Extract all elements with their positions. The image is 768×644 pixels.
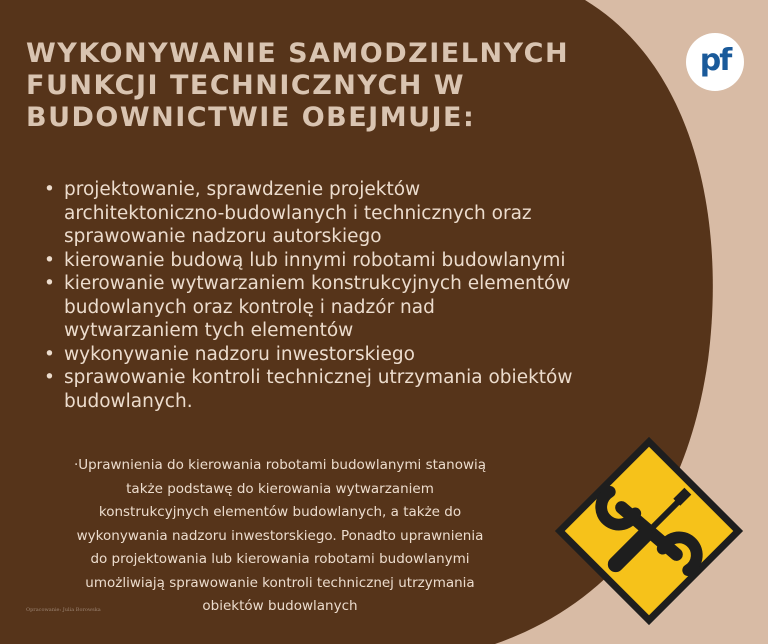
list-item-line: kierowanie budową lub innymi robotami budowlanymi (64, 249, 566, 271)
page-title (26, 38, 666, 134)
list-item-line: wytwarzaniem tych elementów (64, 320, 354, 341)
list-item-line: kierowanie wytwarzaniem konstrukcyjnych elementów (64, 273, 571, 294)
list-item-line: wykonywanie nadzoru inwestorskiego (64, 343, 415, 365)
list-item (40, 178, 680, 249)
list-item-line: sprawowanie kontroli technicznej utrzymania obiektów (64, 367, 573, 388)
logo-text: pf (699, 42, 731, 78)
list-item (40, 343, 680, 367)
title-line: WYKONYWANIE SAMODZIELNYCH (26, 38, 570, 69)
duties-list (40, 178, 680, 413)
list-item (40, 272, 680, 343)
author-credit: Opracowanie: Julia Borowska (26, 607, 101, 613)
note-line: umożliwiają sprawowanie kontroli technicznej utrzymania (85, 574, 475, 591)
title-line: BUDOWNICTWIE OBEJMUJE: (26, 102, 476, 133)
title-line: FUNKCJI TECHNICZNYCH W (26, 70, 466, 101)
list-item-line: budowlanych oraz kontrolę i nadzór nad (64, 296, 435, 318)
list-item (40, 249, 680, 273)
pf-logo (686, 33, 744, 91)
list-item-line: budowlanych. (64, 390, 193, 412)
note-line: także podstawę do kierowania wytwarzaniem (126, 480, 434, 497)
note-line: do projektowania lub kierowania robotami budowlanymi (90, 551, 470, 567)
note-line: ·Uprawnienia do kierowania robotami budowlanymi stanowią (73, 457, 487, 473)
note-paragraph (20, 454, 540, 619)
note-line: wykonywania nadzoru inwestorskiego. Ponadto uprawnienia (76, 527, 484, 544)
list-item-line: projektowanie, sprawdzenie projektów (64, 179, 421, 200)
list-item (40, 366, 680, 413)
note-line: konstrukcyjnych elementów budowlanych, a także do (98, 504, 462, 520)
wrench-screwdriver-icon (551, 433, 747, 629)
list-item-line: sprawowanie nadzoru autorskiego (64, 226, 382, 247)
list-item-line: architektoniczno-budowlanych i technicznych oraz (64, 202, 532, 224)
note-line: obiektów budowlanych (202, 598, 358, 614)
